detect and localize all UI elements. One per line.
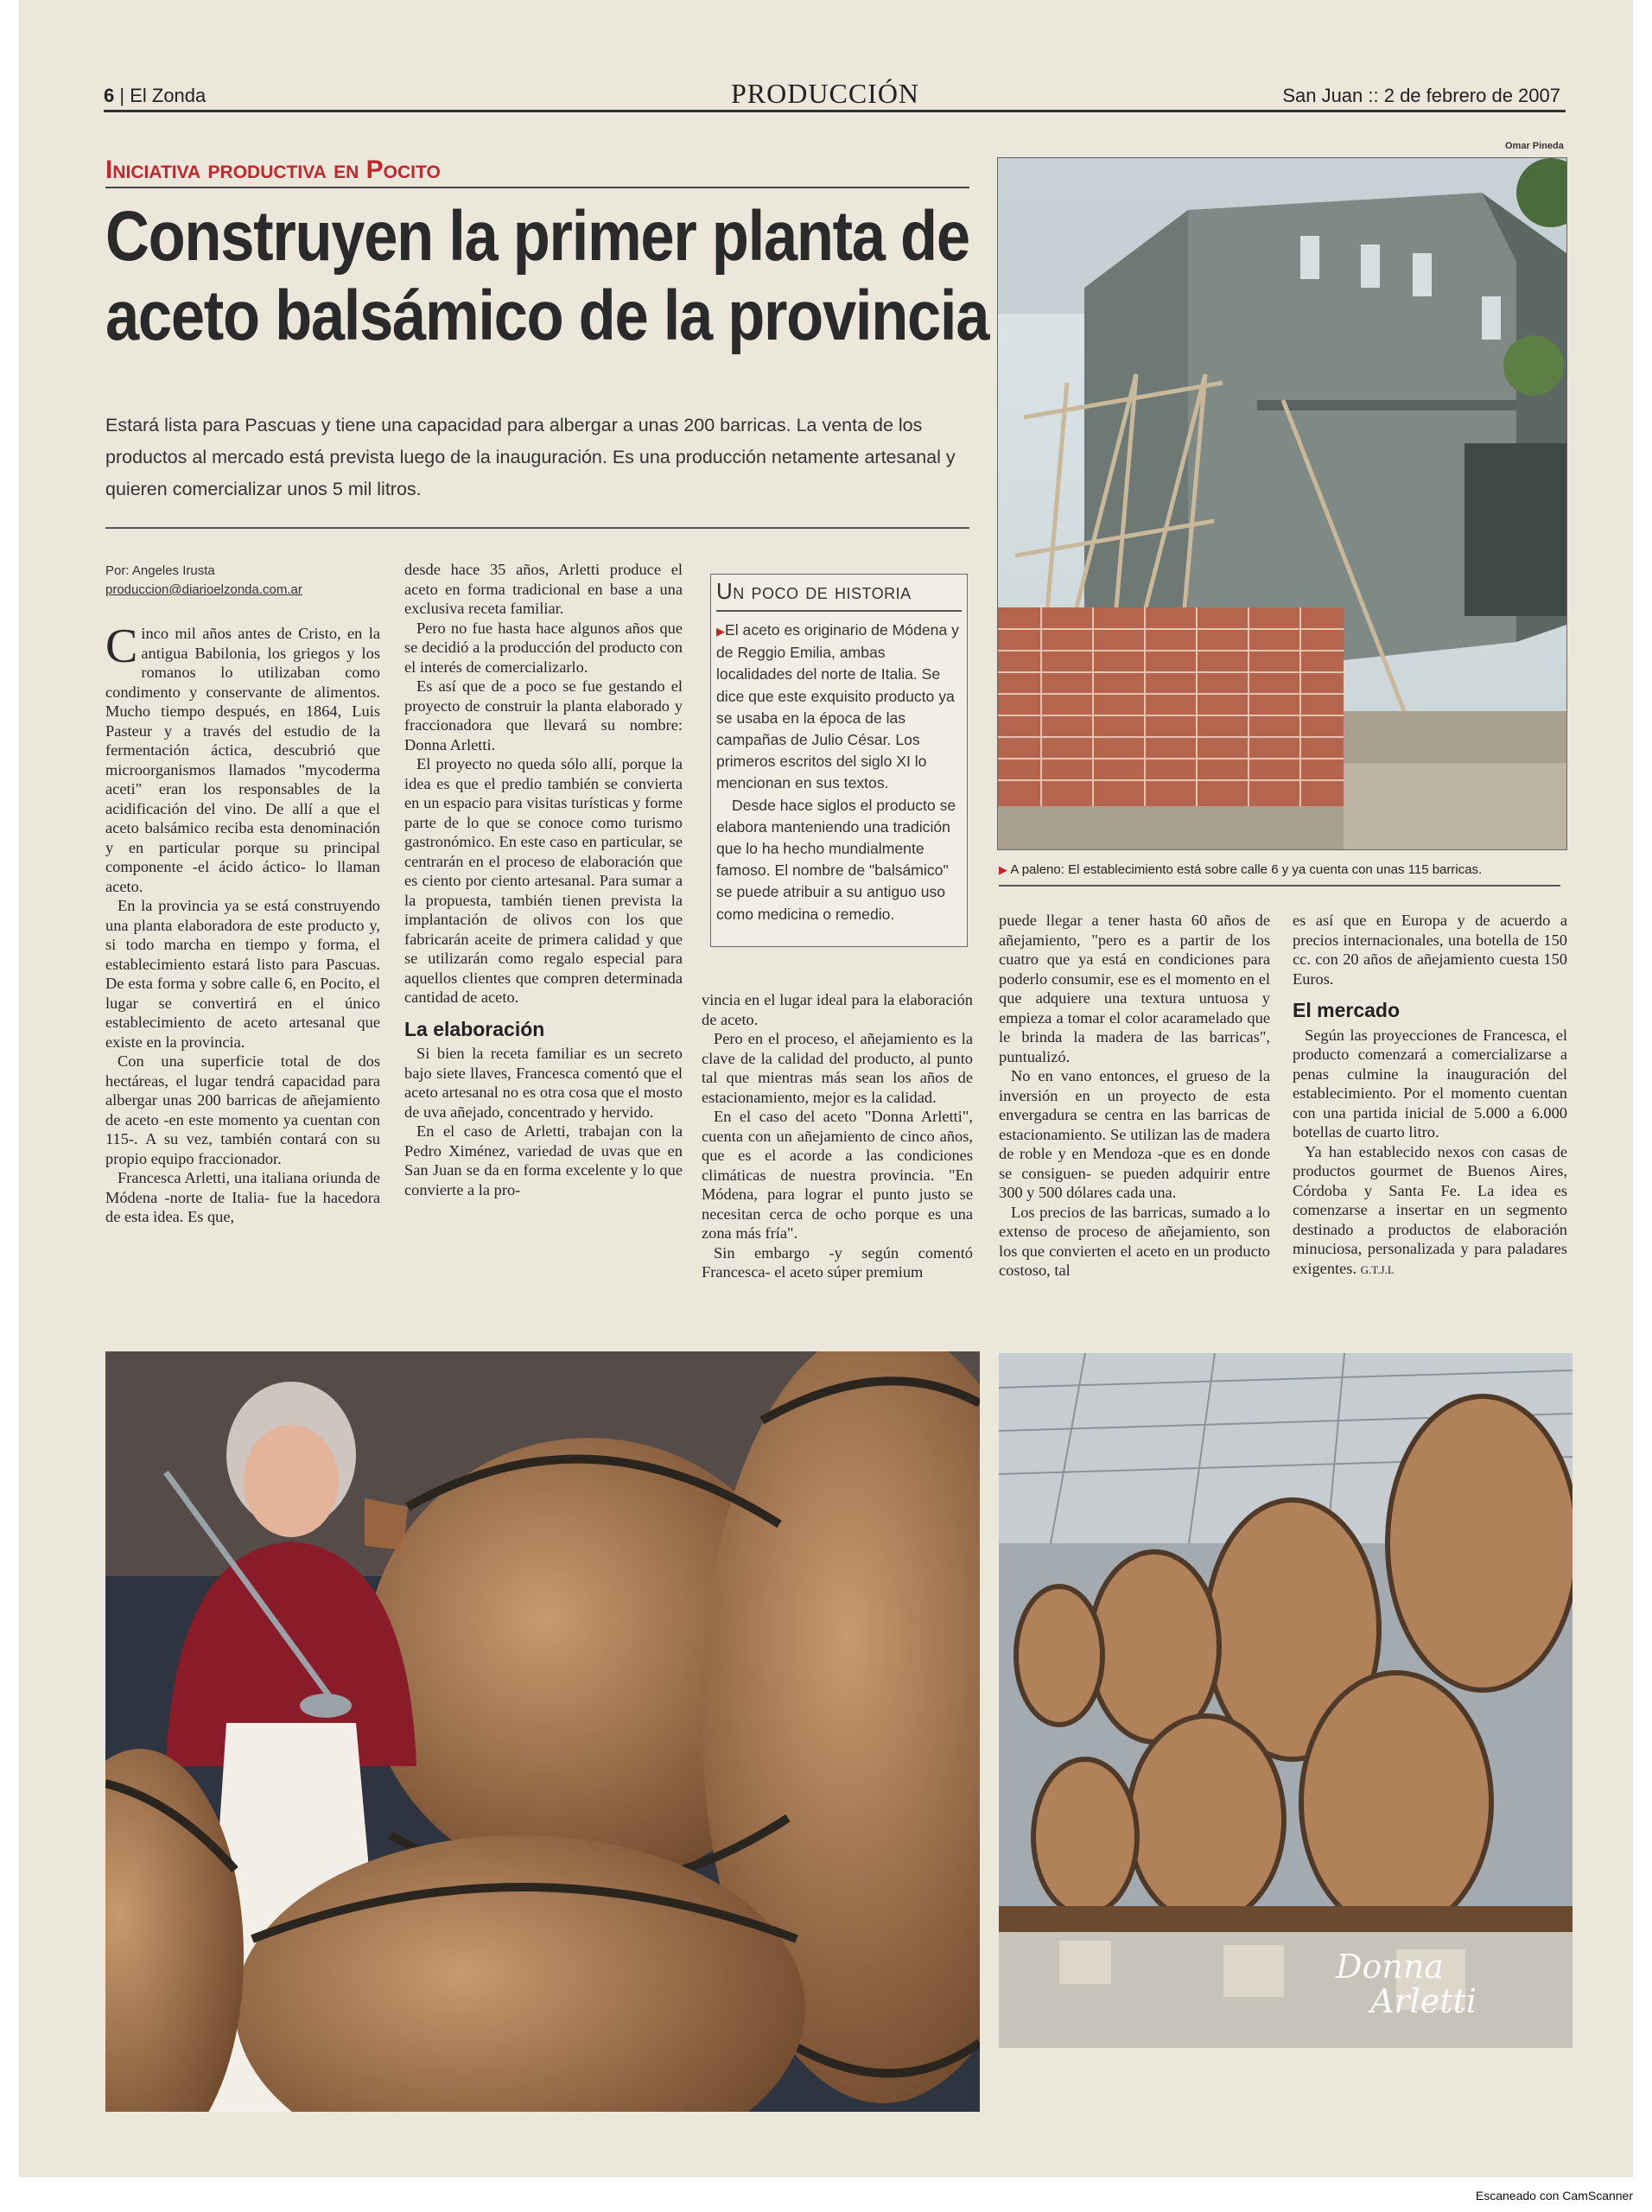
headline-line-1: Construyen la primer planta de (105, 197, 969, 276)
article-column-5 (1293, 911, 1567, 1280)
kicker-rule (105, 187, 969, 188)
sidebar-title: Un poco de historia (716, 578, 912, 604)
paragraph: El proyecto no queda sólo allí, porque la idea es que el predio también se convierta en un espacio para visitas turísticas y forme parte de lo que se conoce como turismo gastronómico. En este caso en particular, se centrarán en el proceso de elaboración que es ciento por ciento artesanal. Para sumar a la propuesta, también tienen prevista la implantación de olivos con los que fabricarán aceite de primera calidad y que se utilizarán como regalo especial para aquellos clientes que compren determinada cantidad de aceto. (404, 755, 683, 1006)
article-column-1 (105, 620, 380, 1227)
paragraph: Los precios de las barricas, sumado a lo extenso de proceso de añejamiento, son los que convierten el aceto en un producto costoso, tal (999, 1203, 1270, 1279)
sidebar-rule (716, 610, 962, 612)
page-folio: 6 | El Zonda (104, 85, 206, 106)
building-caption: ▶ A paleno: El establecimiento está sobre calle 6 y ya cuenta con unas 115 barricas. (999, 862, 1483, 877)
section-name: PRODUCCIÓN (731, 78, 920, 109)
subhead-mercado: El mercado (1293, 999, 1400, 1021)
kicker: Iniciativa productiva en Pocito (105, 156, 441, 184)
subhead-elaboracion: La elaboración (404, 1017, 545, 1040)
paragraph: ▶El aceto es originario de Módena y de Reggio Emilia, ambas localidades del norte de Italia. Se dice que este exquisito producto ya se usaba en la época de las campañas de Julio César. Los primeros escritos del siglo XI lo mencionan en sus textos. (716, 621, 959, 792)
paragraph: Si bien la receta familiar es un secreto bajo siete llaves, Francesca comentó que el aceto artesanal no es otra cosa que el mosto de uva añejado, concentrado y hervido. (404, 1045, 683, 1121)
paragraph: Pero en el proceso, el añejamiento es la clave de la calidad del producto, al punto tal que mientras más sean los años de estacionamiento, mejor es la calidad. (702, 1030, 973, 1106)
drop-cap: C (105, 620, 138, 673)
byline-email: produccion@diarioelzonda.com.ar (105, 582, 302, 597)
byline-author: Por: Angeles Irusta (105, 563, 215, 578)
logo-line-2: Arletti (1370, 1982, 1477, 2020)
woman-barrels-photo (105, 1351, 980, 2112)
building-photo (997, 157, 1567, 850)
dateline: San Juan :: 2 de febrero de 2007 (1282, 85, 1560, 106)
paragraph: Pero no fue hasta hace algunos años que se decidió a la producción del producto con el interés de comercializarlo. (404, 619, 683, 676)
headline (105, 197, 989, 356)
article-column-2 (404, 560, 683, 1199)
paragraph: No en vano entonces, el grueso de la inversión en un proyecto de esta envergadura se centra en las barricas de estacionamiento. Se utilizan las de madera de roble y en Mendoza -que es en donde se consiguen- se pueden adquirir entre 300 y 500 dólares cada una. (999, 1067, 1270, 1201)
paragraph: Con una superficie total de dos hectáreas, el lugar tendrá capacidad para albergar unas 200 barricas de añejamiento de aceto -en este momento ya cuentan con 115-. A su vez, también contará con su propio equipo fraccionador. (105, 1052, 380, 1167)
woman-barrels-illustration (105, 1351, 980, 2112)
headline-line-2: aceto balsámico de la provincia (105, 276, 989, 355)
scanner-watermark: Escaneado con CamScanner (1475, 2189, 1633, 2202)
barrel-racks-illustration (999, 1353, 1573, 2048)
byline (105, 562, 302, 600)
paragraph: En el caso del aceto "Donna Arletti", cuenta con un añejamiento de cinco años, que es el acorde a las condiciones climáticas de nuestra provincia. "En Módena, para lograr el punto justo se necesitan cerca de ocho porque es una zona más fría". (702, 1108, 973, 1242)
history-sidebar (710, 574, 968, 947)
article-column-3 (702, 990, 973, 1282)
paragraph: Sin embargo -y según comentó Francesca- el aceto súper premium (702, 1243, 973, 1281)
paragraph: desde hace 35 años, Arletti produce el aceto en forma tradicional en base a una exclusiva receta familiar. (404, 561, 683, 617)
paragraph: En la provincia ya se está construyendo una planta elaboradora de este producto y, si todo marcha en tiempo y forma, el establecimiento estará listo para Pascuas. De esta forma y sobre calle 6, en Pocito, el lugar se convertirá en el único establecimiento de aceto artesanal que existe en la provincia. (105, 897, 380, 1051)
newspaper-name: El Zonda (130, 85, 206, 106)
paragraph: Desde hace siglos el producto se elabora manteniendo una tradición que lo ha hecho mundialmente famoso. El nombre de "balsámico" se puede atribuir a su antiguo uso como medicina o remedio. (716, 796, 956, 923)
photo-credit: Omar Pineda (1505, 141, 1564, 151)
article-column-4 (999, 911, 1270, 1281)
paragraph: vincia en el lugar ideal para la elaboración de aceto. (702, 991, 973, 1028)
sidebar-text (716, 620, 963, 925)
deck: Estará lista para Pascuas y tiene una capacidad para albergar a unas 200 barricas. La venta de los productos al mercado está prevista luego de la inauguración. Es una producción netamente artesanal y quieren comercializar unos 5 mil litros. (105, 415, 956, 499)
building-illustration (998, 158, 1566, 849)
paragraph: Es así que de a poco se fue gestando el proyecto de construir la planta elaborado y fraccionadora que llevará su nombre: Donna Arletti. (404, 677, 683, 753)
page-number: 6 (104, 85, 115, 106)
masthead-rule (104, 110, 1566, 112)
paragraph: es así que en Europa y de acuerdo a precios internacionales, una botella de 150 cc. con 20 años de añejamiento cuesta 150 Euros. (1293, 912, 1567, 988)
paragraph: Francesca Arletti, una italiana oriunda de Módena -norte de Italia- fue la hacedora de esta idea. Es que, (105, 1169, 380, 1225)
bullet-arrow-icon: ▶ (716, 625, 725, 638)
paragraph: Según las proyecciones de Francesca, el producto comenzará a comercializarse a penas culmine la inauguración del establecimiento. Por el momento cuentan con una partida inicial de 5.000 a 6.000 botellas de cuarto litro. (1293, 1026, 1567, 1141)
paragraph: Ya han establecido nexos con casas de productos gourmet de Buenos Aires, Córdoba y Santa Fe. La idea es comenzarse a insertar en un segmento destinado a productos de elaboración minuciosa, personalizada y para paladares exigentes. G.T.J.L (1293, 1142, 1567, 1277)
paragraph: En el caso de Arletti, trabajan con la Pedro Ximénez, variedad de uvas que en San Juan se da en forma excelente y lo que convierte a la pro- (404, 1122, 683, 1198)
logo-line-1: Donna (1336, 1948, 1444, 1986)
barrel-racks-photo (999, 1353, 1573, 2048)
paragraph: Cinco mil años antes de Cristo, en la antigua Babilonia, los griegos y los romanos lo utilizaban como condimento y conservante de alimentos. Mucho tiempo después, en 1864, Luis Pasteur y a través del estudio de la fermentación áctica, descubrió que microorganismos llamados "mycoderma aceti" eran los responsables de la acidificación del vino. De allí a que el aceto balsámico reciba esta denominación y en particular porque su principal componente -el ácido áctico- lo llaman aceto. (105, 620, 380, 895)
author-initials: G.T.J.L (1360, 1262, 1395, 1276)
paragraph: puede llegar a tener hasta 60 años de añejamiento, "pero es a partir de los cuatro que ya está en condiciones para poderlo consumir, ese es el momento en el que adquiere una textura untuosa y empieza a tomar el color acaramelado que le brinda la madera de las barricas", puntualizó. (999, 912, 1270, 1065)
deck-rule (105, 527, 969, 529)
caption-arrow-icon: ▶ (999, 863, 1007, 876)
caption-rule (999, 885, 1560, 887)
donna-arletti-logo (1336, 1949, 1477, 2018)
